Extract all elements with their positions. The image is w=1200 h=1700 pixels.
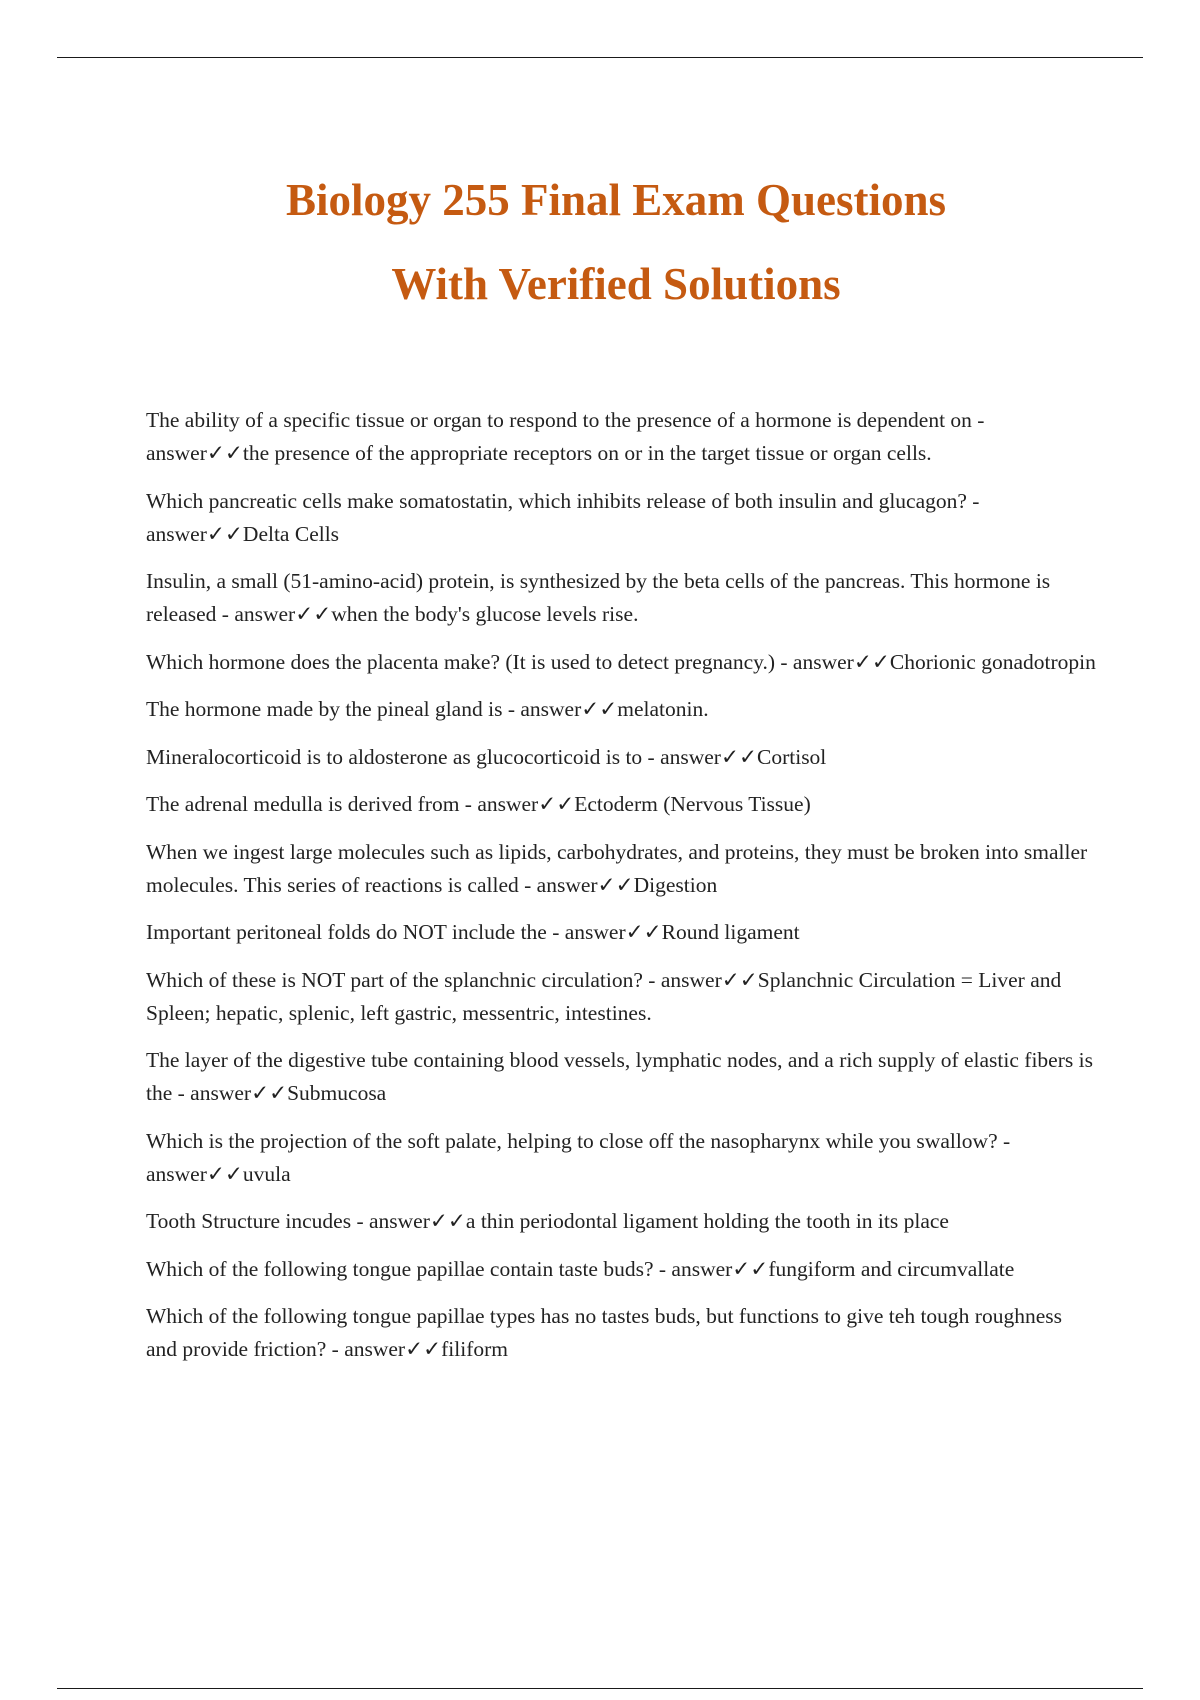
footer-rule (57, 1688, 1143, 1689)
qa-item: The adrenal medulla is derived from - answer✓✓Ectoderm (Nervous Tissue) (146, 792, 811, 816)
qa-item: Which of these is NOT part of the splanchnic circulation? - answer✓✓Splanchnic Circulation = Liver and Spleen; hepatic, splenic, left gastric, messentric, intestines. (146, 967, 1062, 1025)
qa-item: Which of the following tongue papillae contain taste buds? - answer✓✓fungiform and circumvallate (146, 1256, 1015, 1281)
qa-item: When we ingest large molecules such as lipids, carbohydrates, and proteins, they must be broken into smaller molecules. This series of reactions is called - answer✓✓Digestion (146, 839, 1088, 897)
document-title (0, 158, 1200, 326)
title-line-1: Biology 255 Final Exam Questions (285, 175, 947, 225)
qa-item: Mineralocorticoid is to aldosterone as glucocorticoid is to - answer✓✓Cortisol (146, 744, 827, 769)
qa-item: The hormone made by the pineal gland is - answer✓✓melatonin. (146, 697, 709, 721)
qa-item: Which pancreatic cells make somatostatin, which inhibits release of both insulin and glucagon? - answer✓✓Delta Cells (146, 488, 980, 546)
title-line-2: With Verified Solutions (391, 259, 841, 309)
qa-item: Tooth Structure incudes - answer✓✓a thin periodontal ligament holding the tooth in its place (146, 1209, 949, 1233)
header-rule (57, 57, 1143, 58)
qa-item: Which is the projection of the soft palate, helping to close off the nasopharynx while you swallow? - answer✓✓uvula (146, 1128, 1011, 1186)
qa-item: The ability of a specific tissue or organ to respond to the presence of a hormone is dependent on - answer✓✓the presence of the appropriate receptors on or in the target tissue or organ cells. (146, 408, 985, 465)
qa-item: The layer of the digestive tube containing blood vessels, lymphatic nodes, and a rich supply of elastic fibers is the - answer✓✓Submucosa (146, 1048, 1093, 1105)
qa-item: Which of the following tongue papillae types has no tastes buds, but functions to give teh tough roughness and provide friction? - answer✓✓filiform (146, 1304, 1062, 1361)
qa-item: Which hormone does the placenta make? (It is used to detect pregnancy.) - answer✓✓Chorionic gonadotropin (146, 649, 1096, 674)
qa-item: Insulin, a small (51-amino-acid) protein, is synthesized by the beta cells of the pancreas. This hormone is released - answer✓✓when the body's glucose levels rise. (146, 569, 1051, 626)
qa-list (146, 404, 1096, 1381)
qa-item: Important peritoneal folds do NOT include the - answer✓✓Round ligament (146, 920, 800, 944)
